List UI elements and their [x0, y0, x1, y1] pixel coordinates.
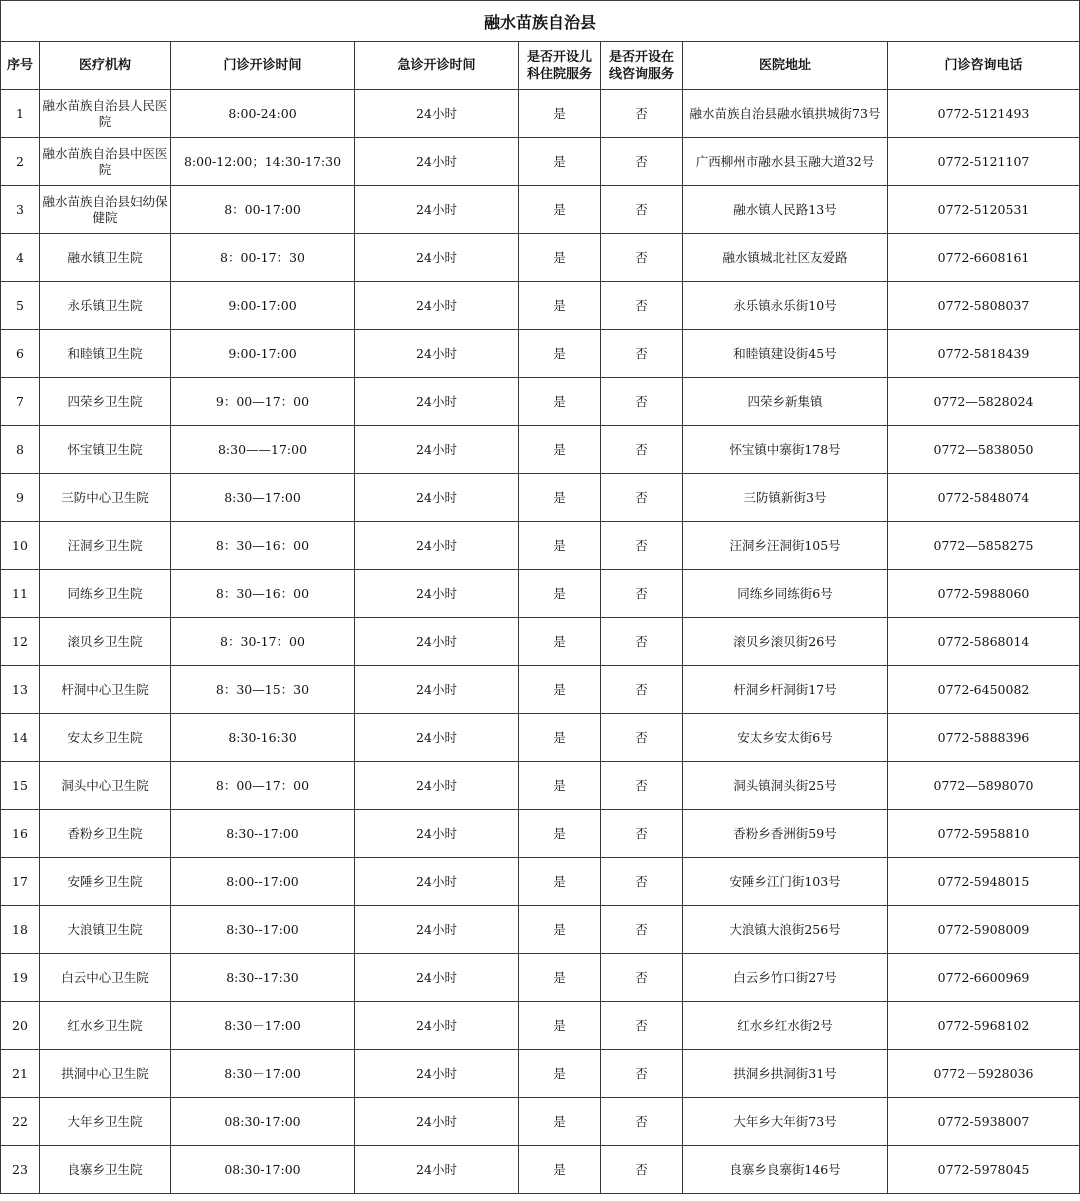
table-row: [1, 1146, 1080, 1194]
cell-address: 大浪镇大浪街256号: [683, 906, 888, 954]
cell-no: 22: [1, 1098, 40, 1146]
cell-emergency-hours: 24小时: [355, 378, 519, 426]
cell-address: 洞头镇洞头街25号: [683, 762, 888, 810]
cell-emergency-hours: 24小时: [355, 90, 519, 138]
cell-phone: 0772-5120531: [888, 186, 1080, 234]
cell-online-consult: 否: [601, 570, 683, 618]
cell-pediatric-inpatient: 是: [519, 1050, 601, 1098]
cell-emergency-hours: 24小时: [355, 522, 519, 570]
cell-emergency-hours: 24小时: [355, 474, 519, 522]
cell-online-consult: 否: [601, 234, 683, 282]
cell-emergency-hours: 24小时: [355, 570, 519, 618]
cell-phone: 0772—5838050: [888, 426, 1080, 474]
cell-address: 红水乡红水街2号: [683, 1002, 888, 1050]
table-row: [1, 906, 1080, 954]
cell-no: 3: [1, 186, 40, 234]
table-row: [1, 522, 1080, 570]
cell-institution: 安陲乡卫生院: [40, 858, 171, 906]
table-row: [1, 90, 1080, 138]
cell-phone: 0772—5828024: [888, 378, 1080, 426]
cell-address: 同练乡同练街6号: [683, 570, 888, 618]
cell-pediatric-inpatient: 是: [519, 1146, 601, 1194]
table-row: [1, 570, 1080, 618]
cell-emergency-hours: 24小时: [355, 858, 519, 906]
cell-pediatric-inpatient: 是: [519, 1098, 601, 1146]
cell-address: 安太乡安太街6号: [683, 714, 888, 762]
table-row: [1, 186, 1080, 234]
cell-institution: 杆洞中心卫生院: [40, 666, 171, 714]
cell-address: 四荣乡新集镇: [683, 378, 888, 426]
cell-clinic-hours: 9：00—17：00: [171, 378, 355, 426]
cell-address: 白云乡竹口街27号: [683, 954, 888, 1002]
cell-no: 7: [1, 378, 40, 426]
cell-address: 大年乡大年街73号: [683, 1098, 888, 1146]
cell-phone: 0772-5868014: [888, 618, 1080, 666]
cell-institution: 永乐镇卫生院: [40, 282, 171, 330]
cell-emergency-hours: 24小时: [355, 234, 519, 282]
cell-emergency-hours: 24小时: [355, 1050, 519, 1098]
cell-address: 良寨乡良寨街146号: [683, 1146, 888, 1194]
title-row: [1, 1, 1080, 42]
cell-phone: 0772-5988060: [888, 570, 1080, 618]
cell-clinic-hours: 8：00—17：00: [171, 762, 355, 810]
cell-no: 9: [1, 474, 40, 522]
cell-institution: 怀宝镇卫生院: [40, 426, 171, 474]
cell-emergency-hours: 24小时: [355, 714, 519, 762]
table-row: [1, 138, 1080, 186]
cell-institution: 洞头中心卫生院: [40, 762, 171, 810]
table-row: [1, 618, 1080, 666]
cell-emergency-hours: 24小时: [355, 330, 519, 378]
cell-phone: 0772-5848074: [888, 474, 1080, 522]
cell-no: 1: [1, 90, 40, 138]
table-row: [1, 954, 1080, 1002]
cell-institution: 红水乡卫生院: [40, 1002, 171, 1050]
col-header-address: 医院地址: [683, 42, 888, 90]
cell-address: 汪洞乡汪洞街105号: [683, 522, 888, 570]
cell-pediatric-inpatient: 是: [519, 1002, 601, 1050]
col-header-online-consult: 是否开设在线咨询服务: [601, 42, 683, 90]
cell-address: 香粉乡香洲街59号: [683, 810, 888, 858]
cell-clinic-hours: 8:00--17:00: [171, 858, 355, 906]
cell-address: 融水镇城北社区友爱路: [683, 234, 888, 282]
cell-institution: 大浪镇卫生院: [40, 906, 171, 954]
cell-clinic-hours: 8:30--17:00: [171, 906, 355, 954]
cell-pediatric-inpatient: 是: [519, 522, 601, 570]
cell-emergency-hours: 24小时: [355, 810, 519, 858]
cell-pediatric-inpatient: 是: [519, 570, 601, 618]
cell-no: 19: [1, 954, 40, 1002]
table-title: 融水苗族自治县: [1, 1, 1080, 42]
cell-institution: 大年乡卫生院: [40, 1098, 171, 1146]
cell-clinic-hours: 08:30-17:00: [171, 1146, 355, 1194]
cell-clinic-hours: 8:30--17:30: [171, 954, 355, 1002]
cell-address: 安陲乡江门街103号: [683, 858, 888, 906]
cell-phone: 0772—5858275: [888, 522, 1080, 570]
cell-online-consult: 否: [601, 522, 683, 570]
cell-no: 8: [1, 426, 40, 474]
cell-pediatric-inpatient: 是: [519, 138, 601, 186]
col-header-pediatric-inpatient: 是否开设儿科住院服务: [519, 42, 601, 90]
cell-phone: 0772-5948015: [888, 858, 1080, 906]
cell-institution: 安太乡卫生院: [40, 714, 171, 762]
cell-pediatric-inpatient: 是: [519, 954, 601, 1002]
cell-clinic-hours: 8:00-12:00；14:30-17:30: [171, 138, 355, 186]
cell-no: 10: [1, 522, 40, 570]
cell-clinic-hours: 8：00-17:00: [171, 186, 355, 234]
cell-institution: 融水苗族自治县妇幼保健院: [40, 186, 171, 234]
cell-pediatric-inpatient: 是: [519, 714, 601, 762]
cell-phone: 0772-6600969: [888, 954, 1080, 1002]
cell-online-consult: 否: [601, 378, 683, 426]
col-header-phone: 门诊咨询电话: [888, 42, 1080, 90]
cell-online-consult: 否: [601, 1050, 683, 1098]
cell-emergency-hours: 24小时: [355, 762, 519, 810]
cell-pediatric-inpatient: 是: [519, 474, 601, 522]
cell-online-consult: 否: [601, 906, 683, 954]
table-row: [1, 282, 1080, 330]
cell-online-consult: 否: [601, 618, 683, 666]
cell-institution: 和睦镇卫生院: [40, 330, 171, 378]
cell-address: 杆洞乡杆洞街17号: [683, 666, 888, 714]
cell-online-consult: 否: [601, 858, 683, 906]
table-row: [1, 1002, 1080, 1050]
cell-online-consult: 否: [601, 714, 683, 762]
cell-institution: 良寨乡卫生院: [40, 1146, 171, 1194]
cell-pediatric-inpatient: 是: [519, 90, 601, 138]
cell-clinic-hours: 8：30—15：30: [171, 666, 355, 714]
table-row: [1, 1050, 1080, 1098]
cell-pediatric-inpatient: 是: [519, 378, 601, 426]
table-row: [1, 426, 1080, 474]
table-row: [1, 330, 1080, 378]
cell-institution: 拱洞中心卫生院: [40, 1050, 171, 1098]
cell-institution: 融水镇卫生院: [40, 234, 171, 282]
cell-phone: 0772-5938007: [888, 1098, 1080, 1146]
cell-institution: 汪洞乡卫生院: [40, 522, 171, 570]
col-header-clinic-hours: 门诊开诊时间: [171, 42, 355, 90]
cell-online-consult: 否: [601, 1002, 683, 1050]
cell-emergency-hours: 24小时: [355, 138, 519, 186]
cell-no: 6: [1, 330, 40, 378]
cell-phone: 0772－5928036: [888, 1050, 1080, 1098]
cell-institution: 融水苗族自治县中医医院: [40, 138, 171, 186]
cell-no: 5: [1, 282, 40, 330]
cell-clinic-hours: 8：30-17：00: [171, 618, 355, 666]
cell-clinic-hours: 08:30-17:00: [171, 1098, 355, 1146]
cell-clinic-hours: 9:00-17:00: [171, 282, 355, 330]
cell-online-consult: 否: [601, 186, 683, 234]
cell-pediatric-inpatient: 是: [519, 234, 601, 282]
cell-emergency-hours: 24小时: [355, 1002, 519, 1050]
cell-online-consult: 否: [601, 426, 683, 474]
cell-emergency-hours: 24小时: [355, 954, 519, 1002]
cell-pediatric-inpatient: 是: [519, 330, 601, 378]
cell-phone: 0772-5121107: [888, 138, 1080, 186]
cell-pediatric-inpatient: 是: [519, 618, 601, 666]
table-row: [1, 378, 1080, 426]
cell-institution: 滚贝乡卫生院: [40, 618, 171, 666]
cell-pediatric-inpatient: 是: [519, 762, 601, 810]
cell-institution: 香粉乡卫生院: [40, 810, 171, 858]
cell-phone: 0772-6450082: [888, 666, 1080, 714]
cell-online-consult: 否: [601, 954, 683, 1002]
cell-institution: 三防中心卫生院: [40, 474, 171, 522]
cell-clinic-hours: 8:30——17:00: [171, 426, 355, 474]
cell-no: 17: [1, 858, 40, 906]
cell-phone: 0772—5898070: [888, 762, 1080, 810]
cell-clinic-hours: 8:30－17:00: [171, 1002, 355, 1050]
cell-emergency-hours: 24小时: [355, 906, 519, 954]
cell-pediatric-inpatient: 是: [519, 186, 601, 234]
cell-no: 2: [1, 138, 40, 186]
table-row: [1, 714, 1080, 762]
cell-phone: 0772-5958810: [888, 810, 1080, 858]
cell-phone: 0772-5968102: [888, 1002, 1080, 1050]
col-header-institution: 医疗机构: [40, 42, 171, 90]
cell-clinic-hours: 9:00-17:00: [171, 330, 355, 378]
table-body: [1, 90, 1080, 1194]
cell-no: 23: [1, 1146, 40, 1194]
cell-no: 21: [1, 1050, 40, 1098]
cell-clinic-hours: 8：00-17：30: [171, 234, 355, 282]
cell-pediatric-inpatient: 是: [519, 906, 601, 954]
cell-no: 15: [1, 762, 40, 810]
cell-address: 拱洞乡拱洞街31号: [683, 1050, 888, 1098]
cell-no: 11: [1, 570, 40, 618]
cell-address: 滚贝乡滚贝街26号: [683, 618, 888, 666]
table-row: [1, 762, 1080, 810]
col-header-emergency-hours: 急诊开诊时间: [355, 42, 519, 90]
cell-phone: 0772-5121493: [888, 90, 1080, 138]
cell-clinic-hours: 8:00-24:00: [171, 90, 355, 138]
cell-emergency-hours: 24小时: [355, 1146, 519, 1194]
cell-clinic-hours: 8：30—16：00: [171, 570, 355, 618]
cell-online-consult: 否: [601, 138, 683, 186]
cell-no: 4: [1, 234, 40, 282]
cell-clinic-hours: 8：30—16：00: [171, 522, 355, 570]
cell-phone: 0772-5978045: [888, 1146, 1080, 1194]
cell-pediatric-inpatient: 是: [519, 666, 601, 714]
cell-emergency-hours: 24小时: [355, 1098, 519, 1146]
cell-emergency-hours: 24小时: [355, 666, 519, 714]
table-row: [1, 1098, 1080, 1146]
cell-clinic-hours: 8:30--17:00: [171, 810, 355, 858]
cell-online-consult: 否: [601, 282, 683, 330]
table-row: [1, 858, 1080, 906]
cell-address: 广西柳州市融水县玉融大道32号: [683, 138, 888, 186]
cell-institution: 同练乡卫生院: [40, 570, 171, 618]
cell-online-consult: 否: [601, 810, 683, 858]
cell-emergency-hours: 24小时: [355, 282, 519, 330]
cell-online-consult: 否: [601, 1146, 683, 1194]
col-header-no: 序号: [1, 42, 40, 90]
table-row: [1, 666, 1080, 714]
cell-address: 和睦镇建设街45号: [683, 330, 888, 378]
cell-clinic-hours: 8:30-16:30: [171, 714, 355, 762]
cell-phone: 0772-5818439: [888, 330, 1080, 378]
cell-clinic-hours: 8:30－17:00: [171, 1050, 355, 1098]
cell-online-consult: 否: [601, 666, 683, 714]
table-row: [1, 810, 1080, 858]
cell-address: 三防镇新街3号: [683, 474, 888, 522]
cell-emergency-hours: 24小时: [355, 426, 519, 474]
cell-institution: 白云中心卫生院: [40, 954, 171, 1002]
cell-no: 18: [1, 906, 40, 954]
cell-online-consult: 否: [601, 1098, 683, 1146]
cell-online-consult: 否: [601, 762, 683, 810]
cell-no: 20: [1, 1002, 40, 1050]
cell-phone: 0772-5808037: [888, 282, 1080, 330]
cell-no: 13: [1, 666, 40, 714]
cell-address: 融水镇人民路13号: [683, 186, 888, 234]
cell-institution: 融水苗族自治县人民医院: [40, 90, 171, 138]
cell-phone: 0772-6608161: [888, 234, 1080, 282]
cell-no: 12: [1, 618, 40, 666]
header-row: [1, 42, 1080, 90]
cell-pediatric-inpatient: 是: [519, 426, 601, 474]
cell-online-consult: 否: [601, 474, 683, 522]
table-row: [1, 474, 1080, 522]
cell-pediatric-inpatient: 是: [519, 858, 601, 906]
cell-pediatric-inpatient: 是: [519, 810, 601, 858]
cell-phone: 0772-5888396: [888, 714, 1080, 762]
cell-address: 融水苗族自治县融水镇拱城街73号: [683, 90, 888, 138]
cell-emergency-hours: 24小时: [355, 186, 519, 234]
cell-online-consult: 否: [601, 90, 683, 138]
cell-no: 16: [1, 810, 40, 858]
cell-phone: 0772-5908009: [888, 906, 1080, 954]
table-row: [1, 234, 1080, 282]
cell-no: 14: [1, 714, 40, 762]
cell-address: 怀宝镇中寨街178号: [683, 426, 888, 474]
cell-pediatric-inpatient: 是: [519, 282, 601, 330]
cell-clinic-hours: 8:30—17:00: [171, 474, 355, 522]
cell-online-consult: 否: [601, 330, 683, 378]
cell-institution: 四荣乡卫生院: [40, 378, 171, 426]
cell-emergency-hours: 24小时: [355, 618, 519, 666]
cell-address: 永乐镇永乐街10号: [683, 282, 888, 330]
